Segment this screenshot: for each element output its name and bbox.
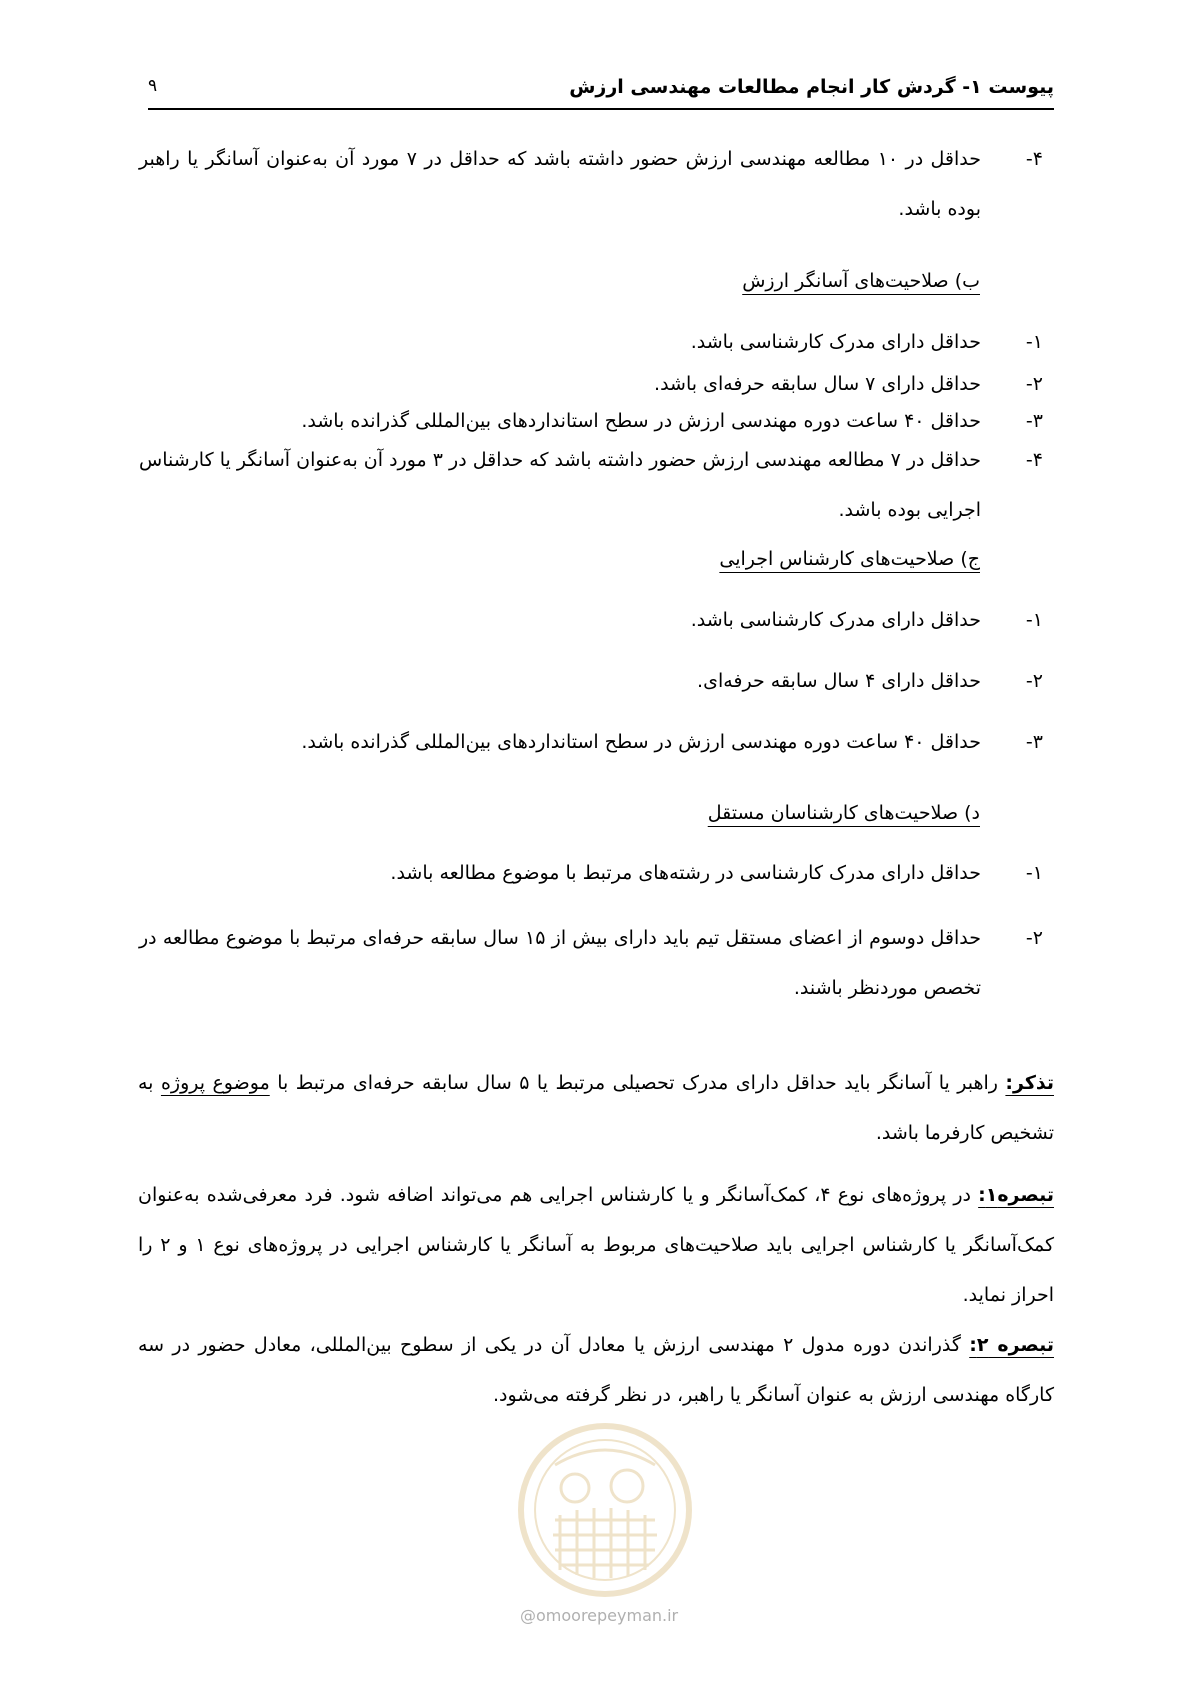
note-paragraph — [138, 1320, 1054, 1420]
item-number: ۱- — [1025, 609, 1043, 631]
header-title: پیوست ۱- گردش کار انجام مطالعات مهندسی ارزش — [569, 76, 1054, 98]
section-heading-facilitator: ب) صلاحیت‌های آسانگر ارزش — [742, 270, 980, 292]
note-text: به تشخیص کارفرما باشد. — [138, 1072, 1054, 1144]
note-paragraph — [138, 1058, 1054, 1158]
note-label: تذکر: — [1005, 1072, 1054, 1094]
item-text: حداقل دارای مدرک کارشناسی باشد. — [690, 331, 981, 353]
watermark-logo-icon — [515, 1420, 695, 1600]
section-heading-independent-experts: د) صلاحیت‌های کارشناسان مستقل — [707, 802, 980, 824]
list-item — [139, 134, 1043, 234]
item-number: ۳- — [1025, 731, 1043, 753]
item-number: ۱- — [1025, 331, 1043, 353]
note-paragraph — [138, 1170, 1054, 1320]
note-text: گذراندن دوره مدول ۲ مهندسی ارزش یا معادل آن در یکی از سطوح بین‌المللی، معادل حضور در سه کارگاه مهندسی ارزش به عنوان آسانگر یا راهبر، در نظر گرفته می‌شود. — [138, 1334, 1054, 1406]
item-text: حداقل ۴۰ ساعت دوره مهندسی ارزش در سطح استانداردهای بین‌المللی گذرانده باشد. — [301, 410, 981, 432]
list-item — [139, 717, 1043, 767]
item-number: ۳- — [1025, 410, 1043, 432]
item-text: حداقل دارای ۷ سال سابقه حرفه‌ای باشد. — [654, 373, 981, 395]
item-number: ۱- — [1025, 862, 1043, 884]
item-text: حداقل در ۱۰ مطالعه مهندسی ارزش حضور داشته باشد که حداقل در ۷ مورد آن به‌عنوان آسانگر یا راهبر بوده باشد. — [139, 148, 981, 220]
note-text: راهبر یا آسانگر باید حداقل دارای مدرک تحصیلی مرتبط یا ۵ سال سابقه حرفه‌ای مرتبط با — [269, 1072, 1006, 1094]
item-text: حداقل در ۷ مطالعه مهندسی ارزش حضور داشته باشد که حداقل در ۳ مورد آن به‌عنوان آسانگر یا کارشناس اجرایی بوده باشد. — [139, 449, 981, 521]
item-text: حداقل دارای مدرک کارشناسی در رشته‌های مرتبط با موضوع مطالعه باشد. — [390, 862, 981, 884]
note-text-underlined: موضوع پروژه — [160, 1072, 270, 1094]
item-number: ۴- — [1025, 449, 1043, 471]
item-number: ۴- — [1025, 148, 1043, 170]
list-item — [139, 656, 1043, 706]
section-heading-executive-expert: ج) صلاحیت‌های کارشناس اجرایی — [719, 548, 980, 570]
watermark-url: @omoorepeyman.ir — [520, 1606, 679, 1625]
note-label: تبصره ۲: — [969, 1334, 1054, 1356]
item-text: حداقل دارای مدرک کارشناسی باشد. — [690, 609, 981, 631]
item-number: ۲- — [1025, 670, 1043, 692]
note-label: تبصره۱: — [978, 1184, 1054, 1206]
list-item — [139, 913, 1043, 1013]
item-text: حداقل دارای ۴ سال سابقه حرفه‌ای. — [697, 670, 981, 692]
list-item — [139, 595, 1043, 645]
item-text: حداقل ۴۰ ساعت دوره مهندسی ارزش در سطح استانداردهای بین‌المللی گذرانده باشد. — [301, 731, 981, 753]
page-number: ۹ — [148, 76, 158, 96]
item-number: ۲- — [1025, 373, 1043, 395]
item-text: حداقل دوسوم از اعضای مستقل تیم باید دارای بیش از ۱۵ سال سابقه حرفه‌ای مرتبط با موضوع مطالعه در تخصص موردنظر باشند. — [139, 927, 981, 999]
list-item — [139, 435, 1043, 535]
note-text: در پروژه‌های نوع ۴، کمک‌آسانگر و یا کارشناس اجرایی هم می‌تواند اضافه شود. فرد معرفی‌شده به‌عنوان کمک‌آسانگر یا کارشناس اجرایی باید صلاحیت‌های مربوط به آسانگر یا کارشناس اجرایی در پروژه‌های نوع ۱ و ۲ را احراز نماید. — [138, 1184, 1054, 1306]
list-item — [139, 848, 1043, 898]
item-number: ۲- — [1025, 927, 1043, 949]
page-header — [148, 72, 1054, 110]
